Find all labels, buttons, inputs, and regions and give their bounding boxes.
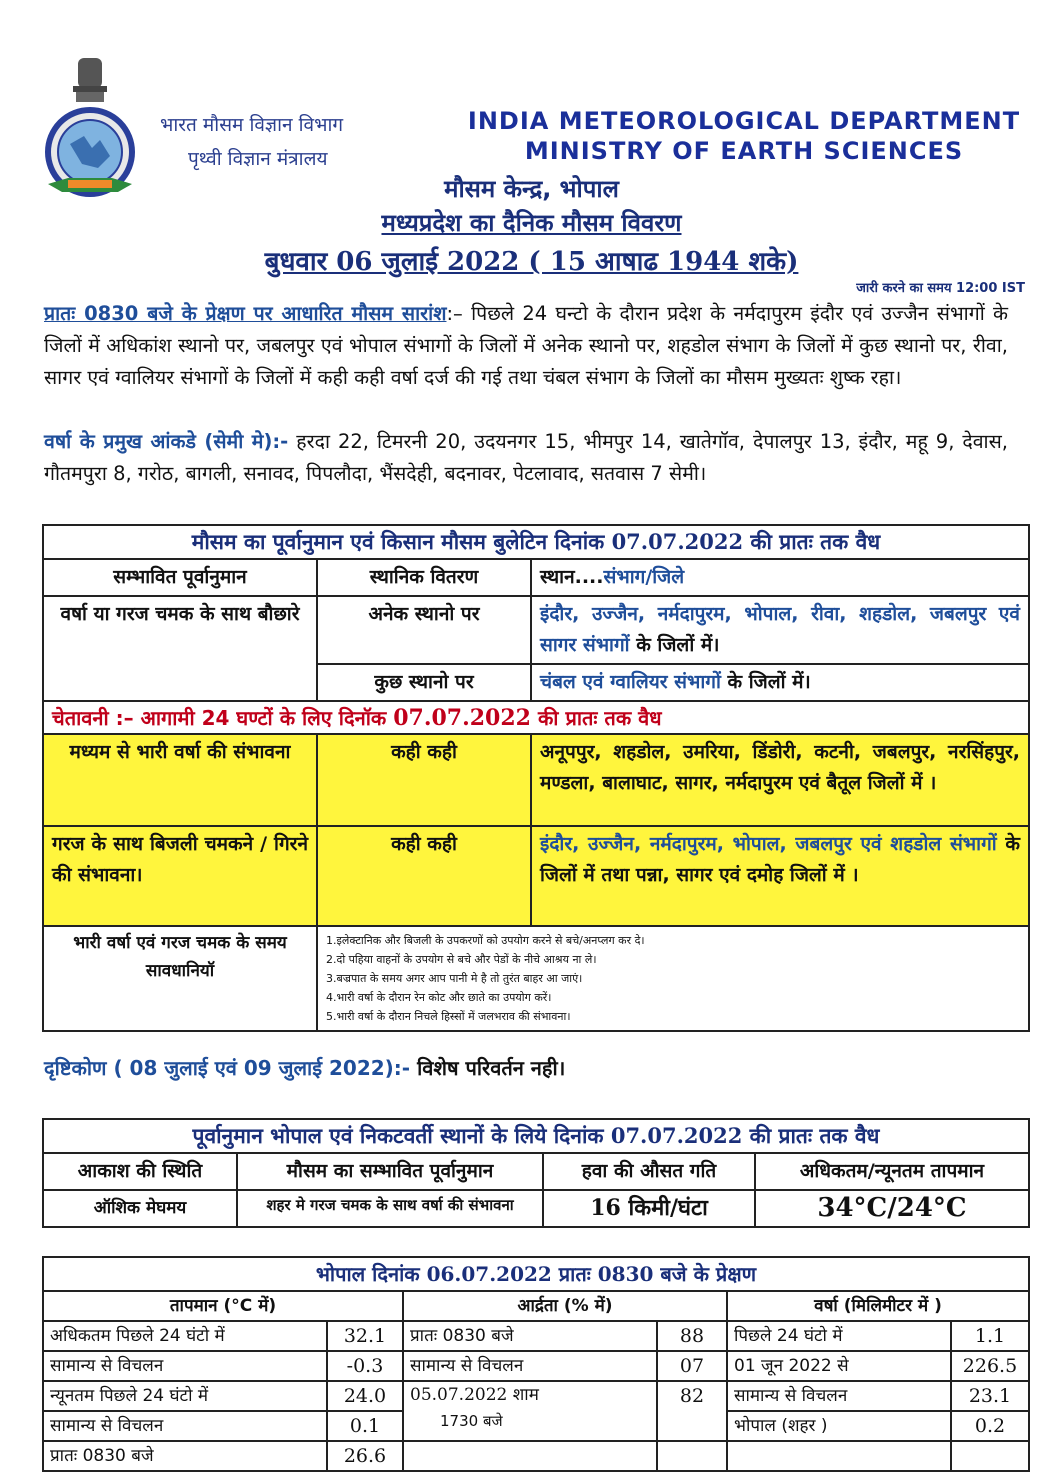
table-row [43,1351,1029,1381]
precaution-item: 5.भारी वर्षा के दौरान निचले हिस्सों में जलभराव की संभावना। [326,1010,571,1023]
warning-row1-distribution: कही कही [317,734,531,826]
bhopal-header-wind: हवा की औसत गति [543,1153,755,1190]
rain-value: 1.1 [951,1321,1029,1351]
warning-row1-places: अनूपपुर, शहडोल, उमरिया, डिंडोरी, कटनी, जबलपुर, नरसिंहपुर, मण्डला, बालाघाट, सागर, नर्मदापुरम एवं बैतूल जिलों में । [531,734,1029,826]
rainfall-heading: वर्षा के प्रमुख आंकडे (सेमी मे):- [44,430,289,453]
org-name-english [455,106,1033,166]
temp-value: 26.6 [327,1441,403,1471]
weather-summary [44,298,1008,394]
precaution-item: 3.बज्रपात के समय अगर आप पानी मे है तो तुरंत बाहर आ जाएं। [326,972,583,985]
bhopal-weather-value: शहर मे गरज चमक के साथ वर्षा की संभावना [237,1190,543,1227]
org-english-line2: MINISTRY OF EARTH SCIENCES [524,137,964,165]
warning-title-date: 07.07.2022 [393,705,531,731]
bhopal-forecast-title: पूर्वानुमान भोपाल एवं निकटवर्ती स्थानों के लिये दिनांक 07.07.2022 की प्रातः तक वैध [43,1119,1029,1153]
rain-label: सामान्य से विचलन [727,1381,951,1411]
outlook [44,1054,565,1081]
precaution-label: भारी वर्षा एवं गरज चमक के समय सावधानियॉ [43,926,317,1031]
rain-value: 23.1 [951,1381,1029,1411]
temp-label: अधिकतम पिछले 24 घंटो में [43,1321,327,1351]
forecast-warning-table [42,524,1030,1032]
bhopal-temp-value: 34°C/24°C [755,1190,1029,1227]
observation-header-temp: तापमान (°C में) [43,1291,403,1321]
precaution-list [317,926,1029,1031]
bhopal-header-weather: मौसम का सम्भावित पूर्वानुमान [237,1153,543,1190]
rain-value: 0.2 [951,1411,1029,1441]
issue-time: जारी करने का समय 12:00 IST [856,281,1025,296]
temp-value: 0.1 [327,1411,403,1441]
humidity-value [657,1441,727,1471]
observation-header-rain: वर्षा (मिलिमीटर में ) [727,1291,1029,1321]
rain-label: भोपाल (शहर ) [727,1411,951,1441]
bhopal-sky-value: ऑशिक मेघमय [43,1190,237,1227]
observation-title: भोपाल दिनांक 06.07.2022 प्रातः 0830 बजे के प्रेक्षण [43,1257,1029,1291]
precaution-item: 1.इलेक्टानिक और बिजली के उपकरणों को उपयोग करने से बचे/अनप्लग कर दे। [326,934,645,947]
rain-value [951,1441,1029,1471]
org-english-line1: INDIA METEOROLOGICAL DEPARTMENT [467,107,1021,135]
outlook-text: विशेष परिवर्तन नही। [410,1056,566,1080]
forecast-col-places [531,559,1029,596]
bhopal-header-sky: आकाश की स्थिति [43,1153,237,1190]
temp-label: न्यूनतम पिछले 24 घंटो में [43,1381,327,1411]
forecast-row2-distribution: कुछ स्थानो पर [317,664,531,701]
humidity-label [403,1441,657,1471]
warning-row2-places [531,826,1029,926]
org-hindi-line2: पृथ्वी विज्ञान मंत्रालय [188,148,328,170]
bhopal-header-temp: अधिकतम/न्यूनतम तापमान [755,1153,1029,1190]
warning-row2-places-rest: के जिलों में तथा पन्ना, सागर एवं दमोह जिलों में । [540,833,1020,886]
warning-row2-places-blue: इंदौर, उज्जैन, नर्मदापुरम, भोपाल, जबलपुर एवं शहडोल संभागों [540,833,997,855]
forecast-row1-suffix: के जिलों में। [629,634,720,656]
rain-label: 01 जून 2022 से [727,1351,951,1381]
observation-table [42,1256,1030,1472]
table-row [43,1441,1029,1471]
report-date: बुधवार 06 जुलाई 2022 ( 15 आषाढ 1944 शके) [264,247,799,277]
bhopal-wind-value: 16 किमी/घंटा [543,1190,755,1227]
observation-header-humidity: आर्द्रता (% में) [403,1291,727,1321]
forecast-title: मौसम का पूर्वानुमान एवं किसान मौसम बुलेटिन दिनांक 07.07.2022 की प्रातः तक वैध [43,525,1029,559]
humidity-value: 07 [657,1351,727,1381]
temp-value: -0.3 [327,1351,403,1381]
summary-text: :– पिछले 24 घन्टो के दौरान प्रदेश के नर्मदापुरम इंदौर एवं उज्जैन संभागों के जिलों में अधिकांश स्थानो पर, जबलपुर एवं भोपाल संभागों के जिलों में अनेक स्थानो पर, शहडोल संभाग के जिलों में कुछ स्थानो पर, रीवा, सागर एवं ग्वालियर संभागों के जिलों में कही कही वर्षा दर्ज की गई तथा चंबल संभाग के जिलों का मौसम मुख्यतः शुष्क रहा। [44,302,1009,389]
outlook-heading: दृष्टिकोण ( 08 जुलाई एवं 09 जुलाई 2022):- [44,1056,411,1080]
humidity-label-evening [403,1381,657,1441]
org-hindi-line1: भारत मौसम विज्ञान विभाग [160,114,344,136]
humidity-value: 88 [657,1321,727,1351]
warning-row2-label: गरज के साथ बिजली चमकने / गिरने की संभावना। [43,826,317,926]
org-name-hindi [160,108,343,176]
table-row [43,1381,1029,1411]
forecast-col-places-prefix: स्थान.... [540,566,604,588]
warning-title-suffix: की प्रातः तक वैध [530,706,662,730]
forecast-col-distribution: स्थानिक वितरण [317,559,531,596]
warning-row1-label: मध्यम से भारी वर्षा की संभावना [43,734,317,826]
temp-value: 24.0 [327,1381,403,1411]
forecast-row-label: वर्षा या गरज चमक के साथ बौछारे [43,596,317,701]
forecast-row2-places-list: चंबल एवं ग्वालियर संभागों [540,671,721,693]
rainfall-summary [44,426,1008,490]
table-row [43,1321,1029,1351]
humidity-label: सामान्य से विचलन [403,1351,657,1381]
forecast-row1-places-list: इंदौर, उज्जैन, नर्मदापुरम, भोपाल, रीवा, शहडोल, जबलपुर एवं सागर संभागों [540,603,1020,656]
precaution-item: 4.भारी वर्षा के दौरान रेन कोट और छाते का उपयोग करें। [326,991,552,1004]
humidity-label-time: 1730 बजे [440,1412,503,1430]
temp-label: प्रातः 0830 बजे [43,1441,327,1471]
humidity-label: 05.07.2022 शाम [410,1385,539,1405]
bhopal-forecast-table [42,1118,1030,1228]
forecast-row2-places [531,664,1029,701]
humidity-label: प्रातः 0830 बजे [403,1321,657,1351]
centre-name: मौसम केन्द्र, भोपाल [444,175,619,203]
forecast-col-expected: सम्भावित पूर्वानुमान [43,559,317,596]
forecast-row1-places [531,596,1029,664]
warning-title-prefix: चेतावनी :– आगामी 24 घण्टों के लिए दिनॉक [52,706,394,730]
rainfall-text: हरदा 22, टिमरनी 20, उदयनगर 15, भीमपुर 14, खातेगॉव, देपालपुर 13, इंदौर, महू 9, देवास, गौतमपुरा 8, गरोठ, बागली, सनावद, पिपलौदा, भैंसदेही, बदनावर, पेटलावाद, सतवास 7 सेमी। [44,430,1008,485]
rain-value: 226.5 [951,1351,1029,1381]
forecast-row1-distribution: अनेक स्थानो पर [317,596,531,664]
temp-label: सामान्य से विचलन [43,1351,327,1381]
summary-heading: प्रातः 0830 बजे के प्रेक्षण पर आधारित मौसम सारांश [44,302,447,325]
forecast-row2-suffix: के जिलों में। [720,671,811,693]
forecast-col-places-suffix: संभाग/जिले [603,566,685,588]
temp-value: 32.1 [327,1321,403,1351]
warning-row2-distribution: कही कही [317,826,531,926]
temp-label: सामान्य से विचलन [43,1411,327,1441]
warning-title [43,701,1029,734]
humidity-value: 82 [657,1381,727,1441]
report-title: मध्यप्रदेश का दैनिक मौसम विवरण [381,209,682,237]
rain-label [727,1441,951,1471]
rain-label: पिछले 24 घंटो में [727,1321,951,1351]
precaution-item: 2.दो पहिया वाहनों के उपयोग से बचे और पेडों के नीचे आश्रय ना ले। [326,953,597,966]
